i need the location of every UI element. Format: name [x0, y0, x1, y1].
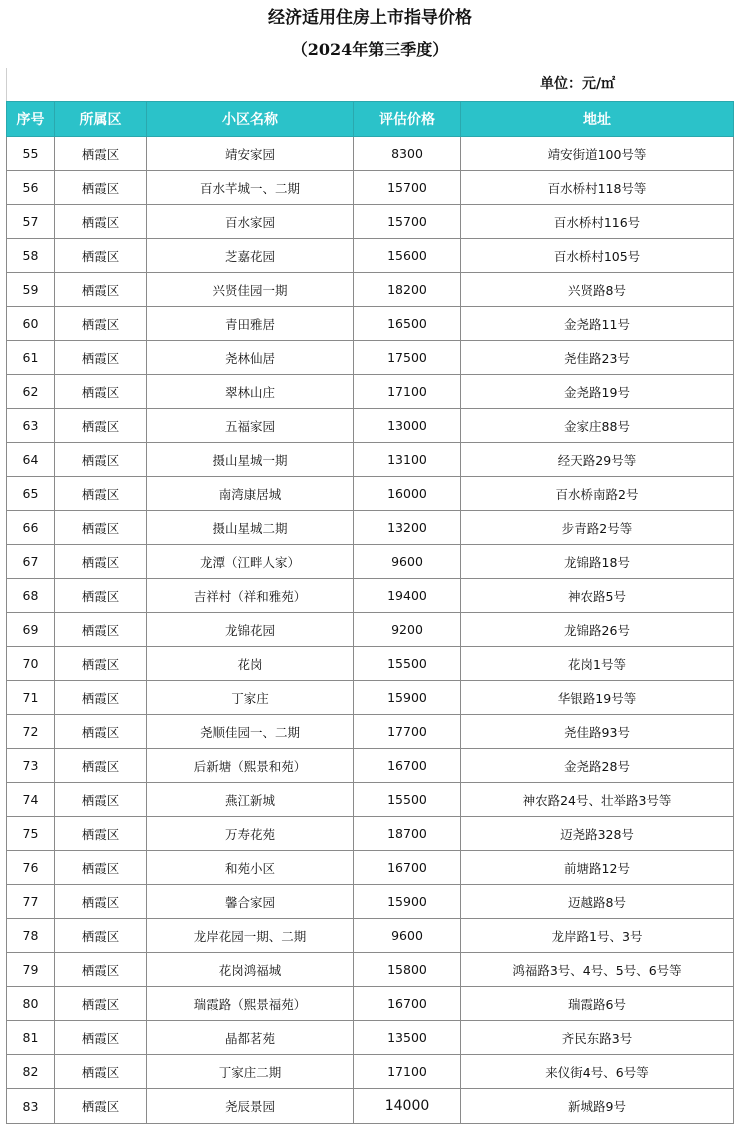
- cell-price: 19400: [354, 579, 461, 613]
- table-row: [7, 613, 734, 647]
- table-row: [7, 817, 734, 851]
- cell-price: 15800: [354, 953, 461, 987]
- cell-index: 82: [7, 1055, 55, 1089]
- cell-community: 摄山星城一期: [147, 443, 354, 477]
- cell-address: 齐民东路3号: [461, 1021, 734, 1055]
- cell-community: 百水家园: [147, 205, 354, 239]
- cell-community: 摄山星城二期: [147, 511, 354, 545]
- table-row: [7, 783, 734, 817]
- cell-address: 靖安街道100号等: [461, 137, 734, 171]
- cell-community: 万寿花苑: [147, 817, 354, 851]
- cell-address: 金尧路28号: [461, 749, 734, 783]
- cell-index: 64: [7, 443, 55, 477]
- cell-community: 花岗: [147, 647, 354, 681]
- table-row: [7, 511, 734, 545]
- table-row: [7, 375, 734, 409]
- cell-community: 芝嘉花园: [147, 239, 354, 273]
- cell-community: 后新塘（熙景和苑）: [147, 749, 354, 783]
- column-header-community: 小区名称: [147, 102, 354, 137]
- cell-address: 神农路24号、壮举路3号等: [461, 783, 734, 817]
- column-header-district: 所属区: [55, 102, 147, 137]
- cell-community: 靖安家园: [147, 137, 354, 171]
- cell-index: 72: [7, 715, 55, 749]
- cell-price: 15900: [354, 885, 461, 919]
- cell-address: 金家庄88号: [461, 409, 734, 443]
- cell-community: 尧辰景园: [147, 1089, 354, 1124]
- cell-address: 步青路2号等: [461, 511, 734, 545]
- table-row: [7, 273, 734, 307]
- cell-price: 14000: [354, 1089, 461, 1124]
- table-row: [7, 1021, 734, 1055]
- cell-district: 栖霞区: [55, 375, 147, 409]
- cell-price: 18700: [354, 817, 461, 851]
- cell-community: 龙锦花园: [147, 613, 354, 647]
- table-row: [7, 885, 734, 919]
- cell-district: 栖霞区: [55, 851, 147, 885]
- cell-district: 栖霞区: [55, 545, 147, 579]
- cell-address: 华银路19号等: [461, 681, 734, 715]
- cell-index: 73: [7, 749, 55, 783]
- cell-district: 栖霞区: [55, 1021, 147, 1055]
- table-header-row: [7, 102, 734, 137]
- cell-district: 栖霞区: [55, 409, 147, 443]
- cell-address: 兴贤路8号: [461, 273, 734, 307]
- cell-price: 17100: [354, 375, 461, 409]
- cell-address: 金尧路19号: [461, 375, 734, 409]
- table-row: [7, 239, 734, 273]
- cell-community: 吉祥村（祥和雅苑）: [147, 579, 354, 613]
- price-table: [6, 101, 734, 1124]
- table-row: [7, 341, 734, 375]
- cell-community: 兴贤佳园一期: [147, 273, 354, 307]
- cell-community: 晶都茗苑: [147, 1021, 354, 1055]
- cell-index: 76: [7, 851, 55, 885]
- cell-address: 鸿福路3号、4号、5号、6号等: [461, 953, 734, 987]
- cell-address: 来仪街4号、6号等: [461, 1055, 734, 1089]
- cell-address: 尧佳路23号: [461, 341, 734, 375]
- table-row: [7, 987, 734, 1021]
- table-row: [7, 443, 734, 477]
- cell-price: 13100: [354, 443, 461, 477]
- table-row: [7, 953, 734, 987]
- cell-district: 栖霞区: [55, 477, 147, 511]
- cell-price: 15600: [354, 239, 461, 273]
- cell-index: 69: [7, 613, 55, 647]
- cell-index: 75: [7, 817, 55, 851]
- cell-district: 栖霞区: [55, 1055, 147, 1089]
- cell-address: 龙岸路1号、3号: [461, 919, 734, 953]
- table-row: [7, 1055, 734, 1089]
- cell-district: 栖霞区: [55, 953, 147, 987]
- column-header-index: 序号: [7, 102, 55, 137]
- cell-price: 13500: [354, 1021, 461, 1055]
- cell-district: 栖霞区: [55, 749, 147, 783]
- cell-address: 经天路29号等: [461, 443, 734, 477]
- table-row: [7, 579, 734, 613]
- cell-index: 81: [7, 1021, 55, 1055]
- document-title: 经济适用住房上市指导价格: [268, 8, 472, 28]
- cell-community: 尧林仙居: [147, 341, 354, 375]
- table-body: [7, 137, 734, 1124]
- cell-price: 8300: [354, 137, 461, 171]
- cell-address: 百水桥村118号等: [461, 171, 734, 205]
- cell-index: 67: [7, 545, 55, 579]
- cell-community: 翠林山庄: [147, 375, 354, 409]
- cell-address: 新城路9号: [461, 1089, 734, 1124]
- cell-address: 龙锦路26号: [461, 613, 734, 647]
- cell-index: 74: [7, 783, 55, 817]
- cell-district: 栖霞区: [55, 579, 147, 613]
- cell-price: 13000: [354, 409, 461, 443]
- table-row: [7, 137, 734, 171]
- cell-address: 龙锦路18号: [461, 545, 734, 579]
- cell-district: 栖霞区: [55, 137, 147, 171]
- cell-price: 15700: [354, 205, 461, 239]
- cell-district: 栖霞区: [55, 205, 147, 239]
- table-row: [7, 919, 734, 953]
- cell-community: 馨合家园: [147, 885, 354, 919]
- cell-community: 青田雅居: [147, 307, 354, 341]
- cell-address: 神农路5号: [461, 579, 734, 613]
- cell-index: 55: [7, 137, 55, 171]
- cell-price: 13200: [354, 511, 461, 545]
- cell-address: 百水桥村105号: [461, 239, 734, 273]
- cell-index: 80: [7, 987, 55, 1021]
- cell-price: 15900: [354, 681, 461, 715]
- cell-index: 58: [7, 239, 55, 273]
- cell-index: 57: [7, 205, 55, 239]
- cell-community: 龙潭（江畔人家）: [147, 545, 354, 579]
- cell-index: 60: [7, 307, 55, 341]
- cell-price: 17500: [354, 341, 461, 375]
- cell-price: 16700: [354, 851, 461, 885]
- table-row: [7, 851, 734, 885]
- cell-district: 栖霞区: [55, 239, 147, 273]
- cell-address: 迈越路8号: [461, 885, 734, 919]
- cell-price: 15700: [354, 171, 461, 205]
- cell-index: 62: [7, 375, 55, 409]
- cell-index: 83: [7, 1089, 55, 1124]
- cell-community: 丁家庄: [147, 681, 354, 715]
- cell-index: 61: [7, 341, 55, 375]
- cell-community: 五福家园: [147, 409, 354, 443]
- cell-address: 百水桥南路2号: [461, 477, 734, 511]
- cell-index: 79: [7, 953, 55, 987]
- table-row: [7, 749, 734, 783]
- cell-district: 栖霞区: [55, 987, 147, 1021]
- cell-district: 栖霞区: [55, 783, 147, 817]
- table-row: [7, 477, 734, 511]
- cell-district: 栖霞区: [55, 341, 147, 375]
- cell-index: 66: [7, 511, 55, 545]
- table-row: [7, 307, 734, 341]
- cell-district: 栖霞区: [55, 681, 147, 715]
- table-row: [7, 681, 734, 715]
- table-row: [7, 1089, 734, 1124]
- column-header-address: 地址: [461, 102, 734, 137]
- cell-district: 栖霞区: [55, 171, 147, 205]
- cell-price: 18200: [354, 273, 461, 307]
- cell-district: 栖霞区: [55, 1089, 147, 1124]
- cell-index: 59: [7, 273, 55, 307]
- cell-community: 龙岸花园一期、二期: [147, 919, 354, 953]
- cell-community: 尧顺佳园一、二期: [147, 715, 354, 749]
- cell-address: 金尧路11号: [461, 307, 734, 341]
- cell-community: 瑞霞路（熙景福苑）: [147, 987, 354, 1021]
- cell-address: 瑞霞路6号: [461, 987, 734, 1021]
- cell-district: 栖霞区: [55, 613, 147, 647]
- table-row: [7, 545, 734, 579]
- cell-price: 9600: [354, 919, 461, 953]
- cell-address: 前塘路12号: [461, 851, 734, 885]
- cell-district: 栖霞区: [55, 443, 147, 477]
- cell-community: 百水芊城一、二期: [147, 171, 354, 205]
- unit-frame-border: [6, 68, 7, 101]
- cell-index: 65: [7, 477, 55, 511]
- table-row: [7, 205, 734, 239]
- cell-district: 栖霞区: [55, 919, 147, 953]
- cell-address: 尧佳路93号: [461, 715, 734, 749]
- cell-address: 花岗1号等: [461, 647, 734, 681]
- table-row: [7, 647, 734, 681]
- cell-community: 南湾康居城: [147, 477, 354, 511]
- cell-index: 77: [7, 885, 55, 919]
- cell-price: 16700: [354, 749, 461, 783]
- cell-district: 栖霞区: [55, 715, 147, 749]
- cell-index: 71: [7, 681, 55, 715]
- cell-index: 78: [7, 919, 55, 953]
- cell-community: 燕江新城: [147, 783, 354, 817]
- unit-label: 单位：元/㎡: [540, 76, 616, 92]
- cell-district: 栖霞区: [55, 885, 147, 919]
- table-row: [7, 715, 734, 749]
- cell-price: 17100: [354, 1055, 461, 1089]
- table-row: [7, 171, 734, 205]
- cell-community: 丁家庄二期: [147, 1055, 354, 1089]
- cell-index: 56: [7, 171, 55, 205]
- cell-district: 栖霞区: [55, 273, 147, 307]
- cell-district: 栖霞区: [55, 511, 147, 545]
- cell-price: 16700: [354, 987, 461, 1021]
- cell-price: 9600: [354, 545, 461, 579]
- column-header-price: 评估价格: [354, 102, 461, 137]
- cell-index: 63: [7, 409, 55, 443]
- cell-index: 68: [7, 579, 55, 613]
- cell-price: 16000: [354, 477, 461, 511]
- cell-community: 和苑小区: [147, 851, 354, 885]
- document-subtitle: （2024年第三季度）: [291, 40, 449, 59]
- cell-community: 花岗鸿福城: [147, 953, 354, 987]
- cell-address: 百水桥村116号: [461, 205, 734, 239]
- cell-district: 栖霞区: [55, 647, 147, 681]
- cell-district: 栖霞区: [55, 817, 147, 851]
- cell-price: 15500: [354, 647, 461, 681]
- cell-price: 9200: [354, 613, 461, 647]
- table-row: [7, 409, 734, 443]
- cell-price: 15500: [354, 783, 461, 817]
- cell-index: 70: [7, 647, 55, 681]
- cell-price: 16500: [354, 307, 461, 341]
- cell-address: 迈尧路328号: [461, 817, 734, 851]
- cell-district: 栖霞区: [55, 307, 147, 341]
- cell-price: 17700: [354, 715, 461, 749]
